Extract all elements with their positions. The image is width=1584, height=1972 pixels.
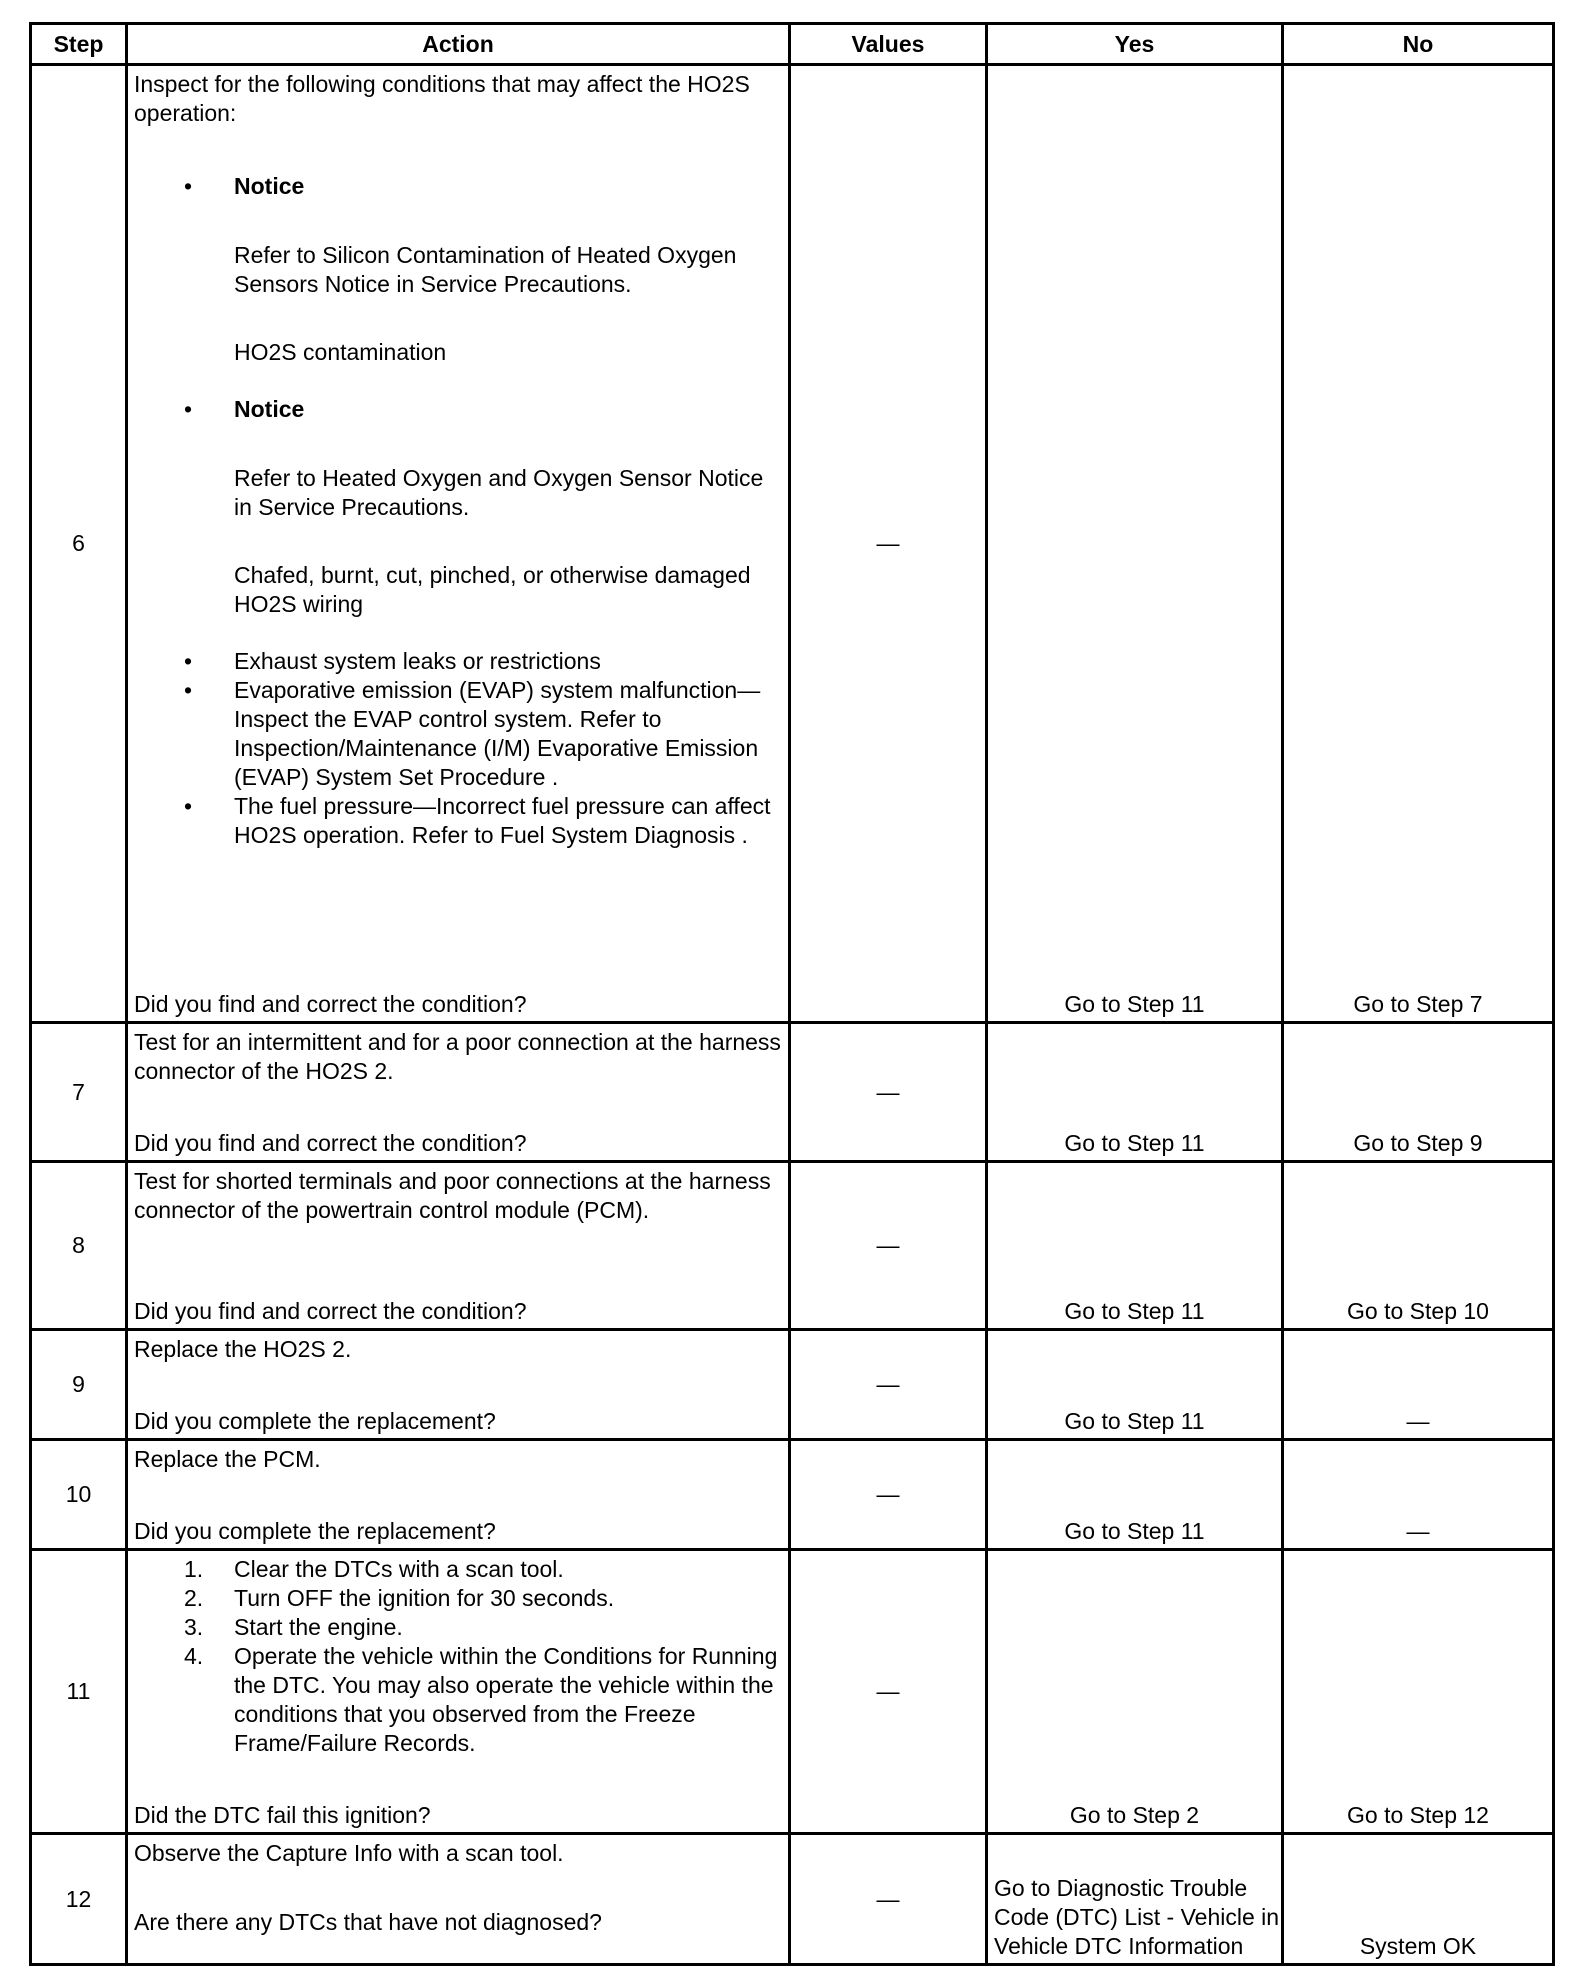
step-number: 11 xyxy=(31,1550,127,1834)
action-question: Did you find and correct the condition? xyxy=(134,991,527,1017)
yes-cell: Go to Step 11 xyxy=(987,1162,1283,1330)
table-row-step-12 xyxy=(31,1834,1554,1965)
values-cell: — xyxy=(790,1023,987,1162)
no-cell: Go to Step 12 xyxy=(1283,1550,1554,1834)
table-row-step-11 xyxy=(31,1550,1554,1834)
condition-list xyxy=(134,647,782,850)
step-number: 9 xyxy=(31,1330,127,1440)
notice-list xyxy=(134,172,782,619)
values-cell: — xyxy=(790,1440,987,1550)
action-cell xyxy=(127,65,790,1023)
list-item: 1. Clear the DTCs with a scan tool. xyxy=(184,1556,564,1582)
step-number: 6 xyxy=(31,65,127,1023)
step-number: 12 xyxy=(31,1834,127,1965)
bullet-icon: • xyxy=(184,793,193,819)
action-cell xyxy=(127,1834,790,1965)
no-cell: Go to Step 9 xyxy=(1283,1023,1554,1162)
header-row xyxy=(31,24,1554,65)
yes-cell: Go to Step 2 xyxy=(987,1550,1283,1834)
no-cell: Go to Step 10 xyxy=(1283,1162,1554,1330)
list-item xyxy=(134,395,782,619)
list-item: • The fuel pressure—Incorrect fuel pressure can affect HO2S operation. Refer to Fuel System Diagnosis . xyxy=(184,793,771,848)
list-item: • Evaporative emission (EVAP) system malfunction—Inspect the EVAP control system. Refer to Inspection/Maintenance (I/M) Evaporative Emission (EVAP) System Set Procedure . xyxy=(184,677,761,790)
action-question: Did you complete the replacement? xyxy=(134,1408,496,1434)
list-item: 2. Turn OFF the ignition for 30 seconds. xyxy=(184,1585,615,1611)
action-text: Test for shorted terminals and poor connections at the harness connector of the powertrain control module (PCM). xyxy=(134,1168,771,1223)
table-row-step-7 xyxy=(31,1023,1554,1162)
header-values: Values xyxy=(790,24,987,65)
values-cell: — xyxy=(790,1550,987,1834)
action-text: Observe the Capture Info with a scan tool. xyxy=(134,1840,564,1866)
notice-title: Notice xyxy=(234,396,305,422)
yes-cell: Go to Step 11 xyxy=(987,1023,1283,1162)
action-text: Replace the HO2S 2. xyxy=(134,1336,352,1362)
no-cell: — xyxy=(1283,1440,1554,1550)
diagnostic-table xyxy=(29,22,1555,1966)
action-question: Did you complete the replacement? xyxy=(134,1518,496,1544)
step-number: 10 xyxy=(31,1440,127,1550)
values-cell: — xyxy=(790,65,987,1023)
action-cell xyxy=(127,1162,790,1330)
header-action: Action xyxy=(127,24,790,65)
list-item xyxy=(134,172,782,367)
bullet-icon: • xyxy=(184,396,193,422)
action-question: Are there any DTCs that have not diagnosed? xyxy=(134,1909,602,1935)
header-no: No xyxy=(1283,24,1554,65)
action-cell xyxy=(127,1330,790,1440)
numbered-list xyxy=(134,1555,782,1758)
values-cell: — xyxy=(790,1834,987,1965)
notice-text: Refer to Silicon Contamination of Heated Oxygen Sensors Notice in Service Precautions. xyxy=(234,242,737,297)
step-number: 8 xyxy=(31,1162,127,1330)
table-row-step-9 xyxy=(31,1330,1554,1440)
notice-item: Chafed, burnt, cut, pinched, or otherwise damaged HO2S wiring xyxy=(234,562,751,617)
yes-cell: Go to Step 11 xyxy=(987,1440,1283,1550)
notice-text: Refer to Heated Oxygen and Oxygen Sensor Notice in Service Precautions. xyxy=(234,465,764,520)
values-cell: — xyxy=(790,1330,987,1440)
action-question: Did you find and correct the condition? xyxy=(134,1130,527,1156)
bullet-icon: • xyxy=(184,173,193,199)
list-item: 3. Start the engine. xyxy=(184,1614,403,1640)
notice-item: HO2S contamination xyxy=(234,339,447,365)
no-cell: System OK xyxy=(1283,1834,1554,1965)
action-cell xyxy=(127,1550,790,1834)
table-row-step-10 xyxy=(31,1440,1554,1550)
list-item: 4. Operate the vehicle within the Conditions for Running the DTC. You may also operate the vehicle within the conditions that you observed from the Freeze Frame/Failure Records. xyxy=(184,1643,778,1756)
yes-cell: Go to Step 11 xyxy=(987,65,1283,1023)
action-text: Replace the PCM. xyxy=(134,1446,321,1472)
no-cell: Go to Step 7 xyxy=(1283,65,1554,1023)
action-question: Did you find and correct the condition? xyxy=(134,1298,527,1324)
header-yes: Yes xyxy=(987,24,1283,65)
action-cell xyxy=(127,1023,790,1162)
action-cell xyxy=(127,1440,790,1550)
yes-cell: Go to Step 11 xyxy=(987,1330,1283,1440)
bullet-icon: • xyxy=(184,677,193,703)
values-cell: — xyxy=(790,1162,987,1330)
yes-cell: Go to Diagnostic Trouble Code (DTC) List - Vehicle in Vehicle DTC Information xyxy=(987,1834,1283,1965)
bullet-icon: • xyxy=(184,648,193,674)
action-question: Did the DTC fail this ignition? xyxy=(134,1802,431,1828)
table-row-step-8 xyxy=(31,1162,1554,1330)
no-cell: — xyxy=(1283,1330,1554,1440)
header-step: Step xyxy=(31,24,127,65)
step-number: 7 xyxy=(31,1023,127,1162)
action-intro: Inspect for the following conditions that may affect the HO2S operation: xyxy=(134,71,750,126)
notice-title: Notice xyxy=(234,173,305,199)
action-text: Test for an intermittent and for a poor connection at the harness connector of the HO2S 2. xyxy=(134,1029,781,1084)
table-row-step-6 xyxy=(31,65,1554,1023)
list-item: • Exhaust system leaks or restrictions xyxy=(184,648,601,674)
